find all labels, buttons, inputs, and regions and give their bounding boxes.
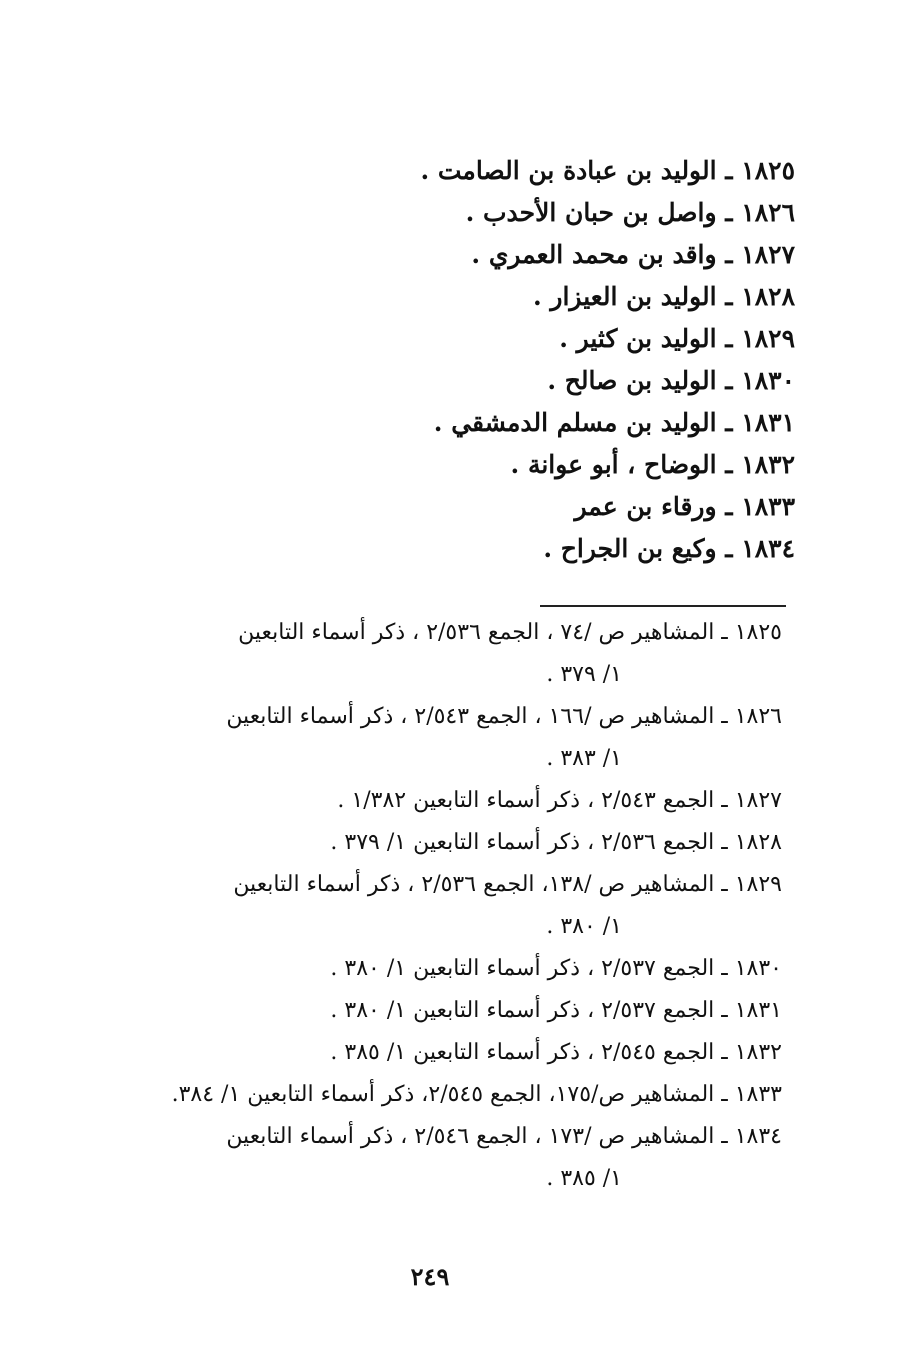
footnote [92,1074,782,1116]
footnote [92,864,782,948]
entry-line: ١٨٣٣ ـ ورقاء بن عمر [574,492,795,521]
footnote [92,990,782,1032]
footnote [92,1116,782,1200]
footnote-text: ١٨٢٥ ـ المشاهير ص /٧٤ ، الجمع ٢/٥٣٦ ، ذكر أسماء التابعين [238,620,782,645]
footnote [92,822,782,864]
entry-line: ١٨٣٠ ـ الوليد بن صالح . [547,366,795,395]
footnote-continuation: ١/ ٣٨٥ . [546,1166,622,1191]
entry-line: ١٨٢٦ ـ واصل بن حبان الأحدب . [465,198,795,227]
entry-line: ١٨٣٤ ـ وكيع بن الجراح . [543,534,795,563]
footnote-text: ١٨٣٠ ـ الجمع ٢/٥٣٧ ، ذكر أسماء التابعين ١/ ٣٨٠ . [330,956,782,981]
footnote [92,1032,782,1074]
footnote [92,948,782,990]
footnote-text: ١٨٣١ ـ الجمع ٢/٥٣٧ ، ذكر أسماء التابعين ١/ ٣٨٠ . [330,998,782,1023]
footnote-text: ١٨٢٧ ـ الجمع ٢/٥٤٣ ، ذكر أسماء التابعين ١/٣٨٢ . [337,788,782,813]
footnote-continuation: ١/ ٣٨٠ . [546,914,622,939]
entry-line: ١٨٣١ ـ الوليد بن مسلم الدمشقي . [433,408,795,437]
footnote-text: ١٨٣٣ ـ المشاهير ص/١٧٥، الجمع ٢/٥٤٥، ذكر أسماء التابعين ١/ ٣٨٤. [171,1082,782,1107]
footnote-text: ١٨٣٤ ـ المشاهير ص /١٧٣ ، الجمع ٢/٥٤٦ ، ذكر أسماء التابعين [226,1124,782,1149]
footnote-list [92,612,782,1200]
footnote-divider [540,605,786,607]
footnote-continuation: ١/ ٣٧٩ . [546,662,622,687]
entry-list [235,150,795,570]
entry-line: ١٨٢٥ ـ الوليد بن عبادة بن الصامت . [420,156,795,185]
footnote [92,780,782,822]
footnote-text: ١٨٢٦ ـ المشاهير ص /١٦٦ ، الجمع ٢/٥٤٣ ، ذكر أسماء التابعين [226,704,782,729]
page-number: ٢٤٩ [410,1262,450,1291]
footnote-continuation: ١/ ٣٨٣ . [546,746,622,771]
footnote [92,696,782,780]
entry-line: ١٨٣٢ ـ الوضاح ، أبو عوانة . [510,450,795,479]
footnote-text: ١٨٢٨ ـ الجمع ٢/٥٣٦ ، ذكر أسماء التابعين ١/ ٣٧٩ . [330,830,782,855]
entry-line: ١٨٢٨ ـ الوليد بن العيزار . [533,282,795,311]
entry-line: ١٨٢٧ ـ واقد بن محمد العمري . [471,240,795,269]
footnote [92,612,782,696]
footnote-text: ١٨٢٩ ـ المشاهير ص /١٣٨، الجمع ٢/٥٣٦ ، ذكر أسماء التابعين [233,872,782,897]
entry-line: ١٨٢٩ ـ الوليد بن كثير . [559,324,795,353]
footnote-text: ١٨٣٢ ـ الجمع ٢/٥٤٥ ، ذكر أسماء التابعين ١/ ٣٨٥ . [330,1040,782,1065]
